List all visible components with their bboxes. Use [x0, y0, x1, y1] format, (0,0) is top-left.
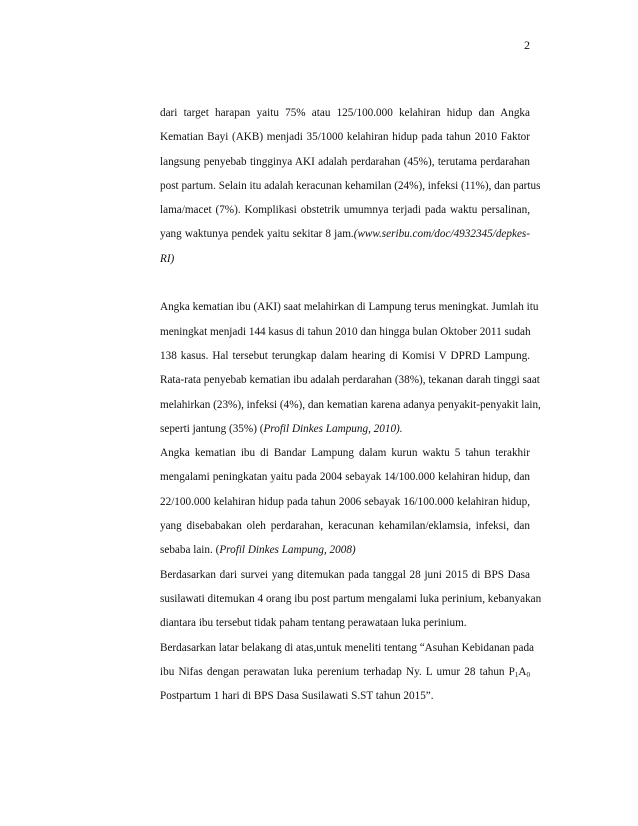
- paragraph-aki-bandar-lampung: [160, 441, 530, 562]
- text-line: [160, 660, 530, 684]
- text-line: 138 kasus. Hal tersebut terungkap dalam hearing di Komisi V DPRD Lampung.: [160, 349, 530, 362]
- paragraph-gap: [160, 271, 530, 295]
- text-line: lama/macet (7%). Komplikasi obstetrik umumnya terjadi pada waktu persalinan,: [160, 204, 530, 217]
- text-line: Berdasarkan dari survei yang ditemukan pada tanggal 28 juni 2015 di BPS Dasa: [160, 568, 530, 581]
- text-line: [160, 247, 530, 271]
- text-line: dari target harapan yaitu 75% atau 125/100.000 kelahiran hidup dan Angka: [160, 107, 530, 119]
- text-line: Berdasarkan latar belakang di atas,untuk meneliti tentang “Asuhan Kebidanan pada: [160, 641, 535, 654]
- text-segment: yang waktunya pendek yaitu sekitar 8 jam.: [160, 228, 354, 241]
- citation-url: (www.seribu.com/doc/4932345/depkes-: [353, 228, 530, 241]
- text-line: [160, 538, 530, 562]
- text-line: diantara ibu tersebut tidak paham tentang perawataan luka perinium.: [160, 617, 467, 630]
- text-line: [160, 417, 530, 441]
- paragraph-aki-lampung: [160, 295, 541, 441]
- text-line: Angka kematian ibu di Bandar Lampung dalam kurun waktu 5 tahun terakhir: [160, 447, 530, 460]
- text-segment: seperti jantung (35%) (: [160, 422, 264, 435]
- text-line: 22/100.000 kelahiran hidup pada tahun 2006 sebayak 16/100.000 kelahiran hidup,: [160, 495, 530, 508]
- text-line: post partum. Selain itu adalah keracunan kehamilan (24%), infeksi (11%), dan partus: [160, 179, 541, 192]
- text-line: langsung penyebab tingginya AKI adalah perdarahan (45%), terutama perdarahan: [160, 155, 530, 168]
- text-segment: A: [518, 665, 527, 678]
- text-line: meningkat menjadi 144 kasus di tahun 2010 dan hingga bulan Oktober 2011 sudah: [160, 325, 531, 338]
- body-text: [160, 101, 542, 708]
- text-segment: ibu Nifas dengan perawatan luka perenium terhadap Ny. L umur 28 tahun P: [160, 665, 515, 678]
- citation: Profil Dinkes Lampung, 2008): [219, 544, 356, 557]
- page-number: 2: [524, 38, 530, 52]
- text-line: Postpartum 1 hari di BPS Dasa Susilawati S.ST tahun 2015”.: [160, 690, 434, 703]
- text-line: mengalami peningkatan yaitu pada 2004 sebayak 14/100.000 kelahiran hidup, dan: [160, 471, 530, 484]
- text-line: Angka kematian ibu (AKI) saat melahirkan di Lampung terus meningkat. Jumlah itu: [160, 301, 539, 314]
- text-segment: sebaba lain. (: [160, 544, 220, 557]
- subscript: 1: [514, 670, 519, 679]
- text-line: melahirkan (23%), infeksi (4%), dan kematian karena adanya penyakit-penyakit lain,: [160, 398, 541, 411]
- subscript: 0: [526, 670, 530, 679]
- citation-url-end: RI): [160, 252, 175, 265]
- paragraph-target-akb: [160, 101, 541, 271]
- text-line: Rata-rata penyebab kematian ibu adalah perdarahan (38%), tekanan darah tinggi saat: [160, 374, 540, 387]
- paragraph-survey: [160, 563, 542, 636]
- text-line: Kematian Bayi (AKB) menjadi 35/1000 kelahiran hidup pada tahun 2010 Faktor: [160, 131, 530, 144]
- paragraph-research-title: [160, 636, 535, 709]
- citation: Profil Dinkes Lampung, 2010).: [263, 422, 403, 435]
- text-line: yang disebabakan oleh perdarahan, keracunan kehamilan/eklamsia, infeksi, dan: [160, 520, 530, 533]
- text-line: susilawati ditemukan 4 orang ibu post partum mengalami luka perinium, kebanyakan: [160, 592, 542, 605]
- text-line: [160, 222, 530, 246]
